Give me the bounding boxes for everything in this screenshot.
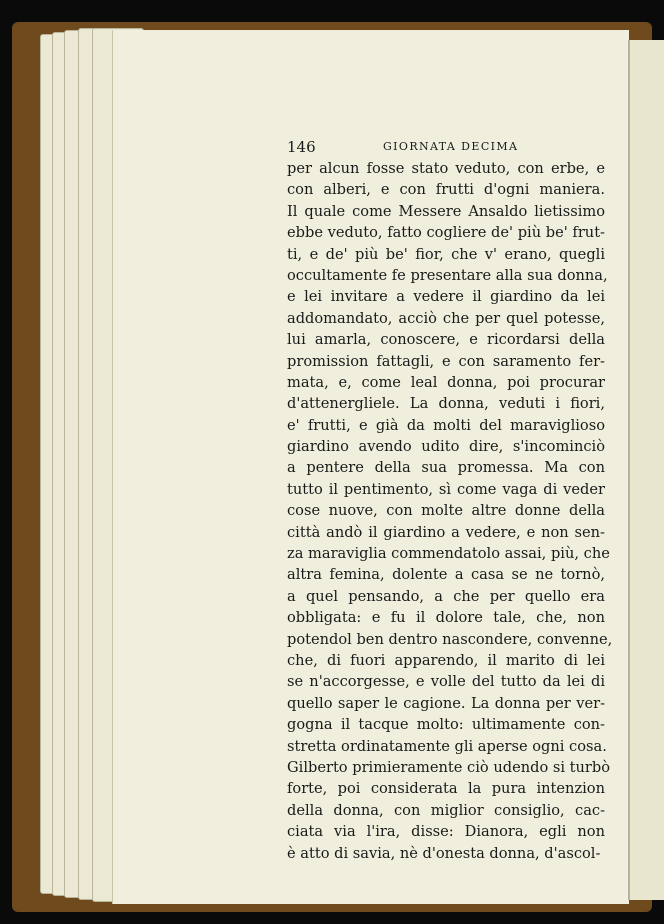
text-line: gogna il tacque molto: ultimamente con-	[287, 716, 605, 734]
text-line: mata, e, come leal donna, poi procurar	[287, 373, 605, 391]
text-line: a quel pensando, a che per quello era	[287, 587, 605, 605]
text-line: ebbe veduto, fatto cogliere de' più be' frut-	[287, 224, 605, 242]
text-line: della donna, con miglior consiglio, cac-	[287, 801, 605, 819]
text-line: con alberi, e con frutti d'ogni maniera.	[287, 181, 605, 199]
text-line: ciata via l'ira, disse: Dianora, egli non	[287, 823, 605, 841]
text-line: che, di fuori apparendo, il marito di lei	[287, 651, 605, 669]
text-line: d'attenergliele. La donna, veduti i fiori,	[287, 395, 605, 413]
text-line: altra femina, dolente a casa se ne tornò,	[287, 566, 605, 584]
text-line: ti, e de' più be' fior, che v' erano, quegli	[287, 245, 605, 263]
text-line: obbligata: e fu il dolore tale, che, non	[287, 609, 605, 627]
text-line: cose nuove, con molte altre donne della	[287, 502, 605, 520]
body-text	[287, 158, 613, 864]
running-header	[287, 138, 617, 158]
text-line: lui amarla, conoscere, e ricordarsi della	[287, 331, 605, 349]
text-line: tutto il pentimento, sì come vaga di veder	[287, 480, 605, 498]
text-line: e' frutti, e già da molti del maraviglioso	[287, 416, 605, 434]
text-line: giardino avendo udito dire, s'incominciò	[287, 438, 605, 456]
text-line: stretta ordinatamente gli aperse ogni cosa.	[287, 737, 607, 755]
text-line: promission fattagli, e con saramento fer-	[287, 352, 605, 370]
text-line: è atto di savia, nè d'onesta donna, d'ascol-	[287, 844, 601, 862]
facing-page-edge	[628, 40, 664, 900]
page-number: 146	[287, 138, 316, 156]
text-line: a pentere della sua promessa. Ma con	[287, 459, 605, 477]
text-line: addomandato, acciò che per quel potesse,	[287, 309, 605, 327]
text-line: per alcun fosse stato veduto, con erbe, e	[287, 160, 605, 177]
running-head-title: GIORNATA DECIMA	[383, 140, 519, 153]
text-line: e lei invitare a vedere il giardino da lei	[287, 288, 605, 306]
text-line: Il quale come Messere Ansaldo lietissimo	[287, 202, 605, 220]
text-line: forte, poi considerata la pura intenzion	[287, 780, 605, 798]
text-line: za maraviglia commendatolo assai, più, che	[287, 545, 610, 563]
text-line: quello saper le cagione. La donna per ver-	[287, 694, 605, 712]
text-line: se n'accorgesse, e volle del tutto da lei di	[287, 673, 605, 691]
text-line: potendol ben dentro nascondere, convenne,	[287, 630, 613, 648]
text-line: Gilberto primieramente ciò udendo si turbò	[287, 758, 611, 776]
text-line: città andò il giardino a vedere, e non sen-	[287, 523, 605, 541]
text-line: occultamente fe presentare alla sua donna,	[287, 266, 608, 284]
